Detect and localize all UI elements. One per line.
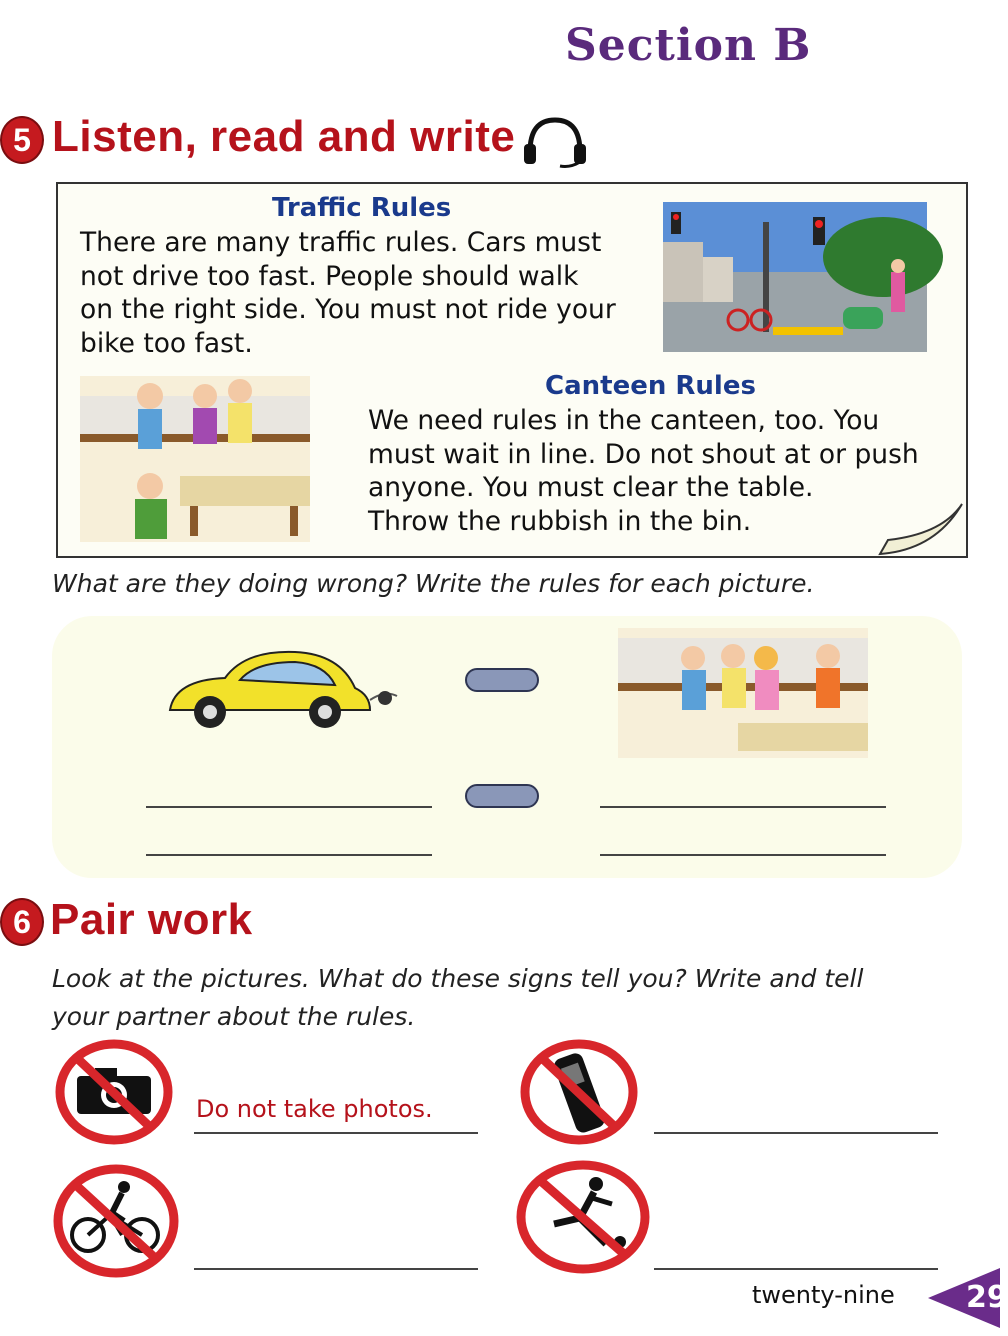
activity-title: Listen, read and write: [52, 112, 516, 161]
activity-title: Pair work: [50, 895, 253, 944]
ring-binder-clip: [465, 668, 539, 692]
activity-number-badge: 5: [0, 116, 44, 164]
ring-binder-clip: [465, 784, 539, 808]
answer-line[interactable]: [194, 1268, 478, 1270]
answer-line[interactable]: [654, 1268, 938, 1270]
page-curl-decoration: [880, 500, 964, 556]
answer-line[interactable]: [600, 806, 886, 808]
traffic-rules-title: Traffic Rules: [272, 193, 452, 223]
traffic-rules-text: There are many traffic rules. Cars must not drive too fast. People should walk on the right side. You must not ride your bike too fast.: [80, 227, 616, 359]
sign-answer: Do not take photos.: [196, 1095, 433, 1123]
answer-line[interactable]: [146, 854, 432, 856]
traffic-scene-image: [663, 202, 927, 352]
page-number: 29: [966, 1280, 1008, 1315]
section-title: Section B: [565, 20, 812, 71]
activity5-instruction: What are they doing wrong? Write the rules for each picture.: [52, 569, 815, 598]
canteen-scene-image: [80, 376, 310, 542]
headphones-icon: [520, 112, 590, 168]
no-phone-icon: [520, 1040, 638, 1144]
canteen-pushing-image: [618, 628, 868, 758]
canteen-rules-title: Canteen Rules: [545, 371, 756, 401]
answer-line[interactable]: [600, 854, 886, 856]
no-football-icon: [514, 1160, 652, 1274]
answer-line[interactable]: [654, 1132, 938, 1134]
answer-line[interactable]: [146, 806, 432, 808]
no-camera-icon: [55, 1040, 173, 1144]
page-number-words: twenty-nine: [752, 1281, 895, 1309]
answer-line[interactable]: [194, 1132, 478, 1134]
activity6-instruction: Look at the pictures. What do these signs tell you? Write and tell your partner about the rules.: [52, 964, 864, 1031]
canteen-rules-text: We need rules in the canteen, too. You must wait in line. Do not shout at or push anyone. You must clear the table. Throw the rubbish in the bin.: [368, 405, 919, 537]
speeding-car-image: [165, 640, 410, 740]
activity-number-badge: 6: [0, 898, 44, 946]
no-cycling-icon: [52, 1165, 180, 1277]
